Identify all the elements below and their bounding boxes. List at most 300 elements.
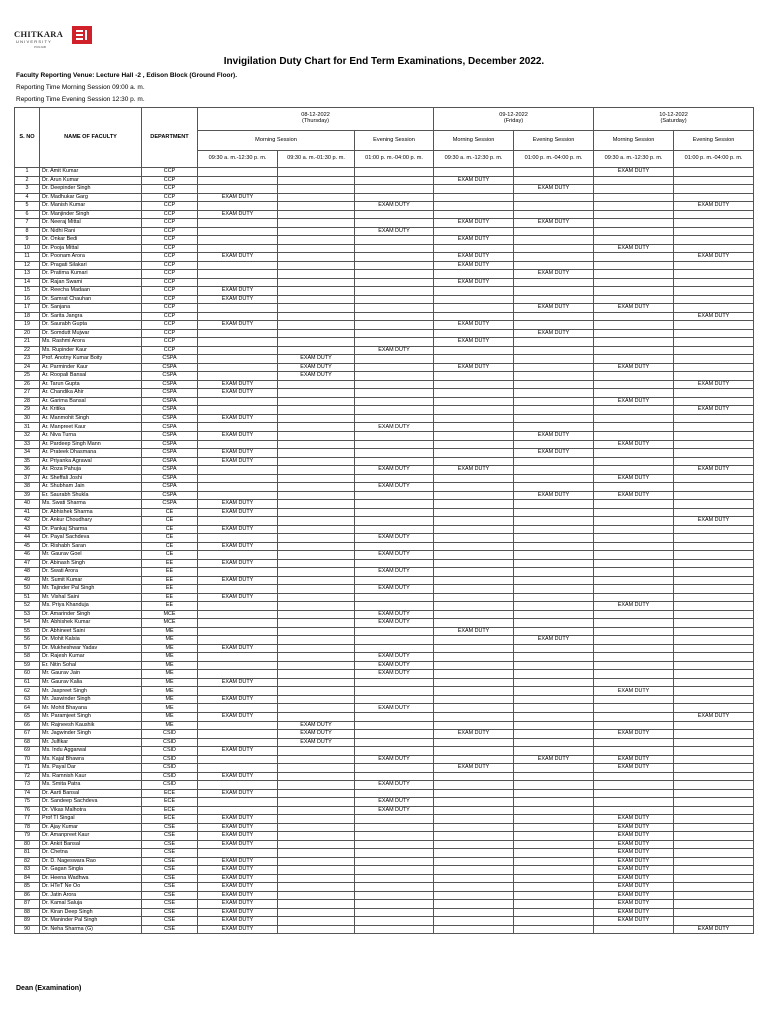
sno-cell: 45 — [15, 542, 40, 551]
duty-cell — [594, 414, 674, 423]
duty-cell — [594, 704, 674, 713]
duty-cell — [514, 874, 594, 883]
duty-cell — [355, 329, 434, 338]
table-row — [15, 619, 754, 628]
duty-cell — [355, 891, 434, 900]
duty-cell — [594, 585, 674, 594]
department-cell: ECE — [142, 815, 198, 824]
department-cell: CSPA — [142, 406, 198, 415]
duty-cell — [434, 542, 514, 551]
department-cell: CSPA — [142, 491, 198, 500]
duty-cell — [594, 747, 674, 756]
department-cell: CSPA — [142, 449, 198, 458]
department-cell: CSID — [142, 781, 198, 790]
duty-cell: EXAM DUTY — [594, 244, 674, 253]
sno-cell: 17 — [15, 304, 40, 313]
department-cell: CSE — [142, 857, 198, 866]
duty-cell — [198, 202, 278, 211]
faculty-name-cell: Mr. Abhishek Kumar — [40, 619, 142, 628]
duty-cell — [594, 798, 674, 807]
duty-cell — [198, 806, 278, 815]
duty-cell — [278, 627, 355, 636]
duty-cell — [674, 397, 754, 406]
duty-cell — [278, 423, 355, 432]
sno-cell: 1 — [15, 168, 40, 177]
duty-cell — [434, 534, 514, 543]
duty-cell: EXAM DUTY — [434, 627, 514, 636]
duty-cell: EXAM DUTY — [594, 857, 674, 866]
department-cell: ECE — [142, 789, 198, 798]
faculty-name-cell: Ar. Roza Pahuja — [40, 466, 142, 475]
duty-cell — [594, 781, 674, 790]
department-cell: CSPA — [142, 372, 198, 381]
duty-cell — [434, 227, 514, 236]
faculty-name-cell: Dr. Reecha Madaan — [40, 287, 142, 296]
sno-cell: 4 — [15, 193, 40, 202]
duty-cell — [434, 789, 514, 798]
duty-cell — [674, 185, 754, 194]
duty-cell — [434, 380, 514, 389]
table-row — [15, 414, 754, 423]
duty-cell — [594, 772, 674, 781]
duty-table — [14, 107, 754, 934]
sno-cell: 15 — [15, 287, 40, 296]
duty-cell — [514, 610, 594, 619]
duty-cell: EXAM DUTY — [434, 236, 514, 245]
table-row — [15, 517, 754, 526]
duty-cell — [198, 312, 278, 321]
duty-cell — [278, 534, 355, 543]
duty-cell: EXAM DUTY — [434, 176, 514, 185]
department-cell: CCP — [142, 236, 198, 245]
duty-cell — [434, 304, 514, 313]
table-row — [15, 176, 754, 185]
department-cell: EE — [142, 568, 198, 577]
duty-cell — [594, 457, 674, 466]
duty-cell — [674, 227, 754, 236]
duty-cell: EXAM DUTY — [434, 278, 514, 287]
duty-cell — [514, 840, 594, 849]
duty-cell — [674, 483, 754, 492]
faculty-name-cell: Mr. Mohit Bhayana — [40, 704, 142, 713]
sno-cell: 32 — [15, 431, 40, 440]
duty-cell — [594, 423, 674, 432]
duty-cell — [355, 602, 434, 611]
duty-cell — [198, 670, 278, 679]
duty-cell: EXAM DUTY — [355, 551, 434, 560]
duty-cell: EXAM DUTY — [278, 363, 355, 372]
duty-cell — [594, 619, 674, 628]
sno-cell: 69 — [15, 747, 40, 756]
duty-cell — [355, 261, 434, 270]
faculty-name-cell: Dr. Maninder Pal Singh — [40, 917, 142, 926]
duty-cell — [674, 678, 754, 687]
session-day3-morning: Morning Session — [594, 131, 674, 151]
duty-cell: EXAM DUTY — [514, 449, 594, 458]
department-cell: CSPA — [142, 457, 198, 466]
duty-cell — [674, 832, 754, 841]
department-cell: EE — [142, 593, 198, 602]
duty-cell — [198, 346, 278, 355]
faculty-name-cell: Dr. Pragati Silakari — [40, 261, 142, 270]
duty-cell: EXAM DUTY — [594, 440, 674, 449]
table-row — [15, 185, 754, 194]
duty-cell — [674, 789, 754, 798]
duty-cell — [355, 210, 434, 219]
duty-cell — [278, 815, 355, 824]
duty-cell — [278, 168, 355, 177]
duty-cell — [514, 925, 594, 934]
duty-cell: EXAM DUTY — [674, 253, 754, 262]
duty-cell: EXAM DUTY — [514, 185, 594, 194]
duty-cell — [514, 236, 594, 245]
sno-cell: 64 — [15, 704, 40, 713]
duty-cell — [278, 517, 355, 526]
department-cell: ECE — [142, 798, 198, 807]
duty-cell — [594, 372, 674, 381]
sno-cell: 34 — [15, 449, 40, 458]
sno-cell: 24 — [15, 363, 40, 372]
sno-cell: 61 — [15, 678, 40, 687]
table-row — [15, 730, 754, 739]
duty-cell: EXAM DUTY — [198, 883, 278, 892]
faculty-name-cell: Dr. Madhukar Garg — [40, 193, 142, 202]
table-row — [15, 755, 754, 764]
department-cell: CSPA — [142, 397, 198, 406]
department-cell: CSPA — [142, 483, 198, 492]
table-row — [15, 193, 754, 202]
sno-cell: 83 — [15, 866, 40, 875]
department-cell: ME — [142, 670, 198, 679]
sno-cell: 44 — [15, 534, 40, 543]
faculty-name-cell: Dr. Jatin Arora — [40, 891, 142, 900]
duty-cell — [594, 406, 674, 415]
table-row — [15, 244, 754, 253]
sno-cell: 12 — [15, 261, 40, 270]
time-col-4: 09:30 a. m.-12:30 p. m. — [434, 151, 514, 168]
duty-cell: EXAM DUTY — [594, 908, 674, 917]
duty-cell — [594, 287, 674, 296]
duty-cell: EXAM DUTY — [594, 900, 674, 909]
duty-cell: EXAM DUTY — [434, 261, 514, 270]
duty-cell: EXAM DUTY — [674, 466, 754, 475]
duty-cell — [674, 414, 754, 423]
sno-cell: 75 — [15, 798, 40, 807]
faculty-name-cell: Ar. Sheffali Joshi — [40, 474, 142, 483]
duty-cell — [434, 355, 514, 364]
duty-cell — [434, 559, 514, 568]
duty-cell — [674, 542, 754, 551]
faculty-name-cell: Ms. Rashmi Arora — [40, 338, 142, 347]
duty-cell: EXAM DUTY — [355, 610, 434, 619]
table-row — [15, 891, 754, 900]
duty-cell — [355, 908, 434, 917]
duty-cell — [278, 849, 355, 858]
duty-cell — [278, 908, 355, 917]
sno-cell: 29 — [15, 406, 40, 415]
duty-cell — [278, 704, 355, 713]
duty-cell: EXAM DUTY — [198, 389, 278, 398]
department-cell: ME — [142, 627, 198, 636]
duty-cell — [278, 747, 355, 756]
duty-cell — [198, 304, 278, 313]
duty-cell: EXAM DUTY — [594, 866, 674, 875]
table-row — [15, 278, 754, 287]
sno-cell: 66 — [15, 721, 40, 730]
duty-cell — [434, 840, 514, 849]
duty-cell: EXAM DUTY — [355, 755, 434, 764]
duty-cell — [278, 440, 355, 449]
duty-cell — [514, 568, 594, 577]
faculty-name-cell: Dr. Vikas Malhotra — [40, 806, 142, 815]
duty-cell: EXAM DUTY — [514, 755, 594, 764]
duty-cell — [514, 363, 594, 372]
duty-cell — [355, 312, 434, 321]
duty-cell — [594, 449, 674, 458]
table-row — [15, 576, 754, 585]
department-cell: CSPA — [142, 423, 198, 432]
duty-cell — [434, 610, 514, 619]
department-cell: EE — [142, 585, 198, 594]
duty-cell — [278, 414, 355, 423]
duty-cell: EXAM DUTY — [198, 576, 278, 585]
sno-cell: 27 — [15, 389, 40, 398]
table-row — [15, 534, 754, 543]
duty-cell — [514, 619, 594, 628]
department-cell: EE — [142, 602, 198, 611]
sno-cell: 57 — [15, 644, 40, 653]
duty-cell — [514, 244, 594, 253]
duty-cell: EXAM DUTY — [355, 568, 434, 577]
table-row — [15, 202, 754, 211]
duty-cell — [278, 695, 355, 704]
table-row — [15, 772, 754, 781]
sno-cell: 77 — [15, 815, 40, 824]
duty-cell — [594, 568, 674, 577]
duty-cell — [278, 406, 355, 415]
duty-cell — [514, 857, 594, 866]
duty-cell — [355, 525, 434, 534]
duty-cell — [198, 474, 278, 483]
duty-cell — [355, 193, 434, 202]
department-cell: CSID — [142, 755, 198, 764]
duty-cell: EXAM DUTY — [594, 491, 674, 500]
header-day-2: 09-12-2022 (Friday) — [434, 108, 594, 131]
logo-sub2: PUNJAB — [34, 45, 46, 49]
department-cell: CSE — [142, 883, 198, 892]
duty-cell — [198, 176, 278, 185]
duty-cell: EXAM DUTY — [198, 789, 278, 798]
duty-cell — [355, 695, 434, 704]
duty-cell — [674, 900, 754, 909]
sno-cell: 25 — [15, 372, 40, 381]
duty-cell — [514, 525, 594, 534]
duty-cell — [514, 823, 594, 832]
table-row — [15, 559, 754, 568]
duty-cell — [278, 287, 355, 296]
department-cell: CSE — [142, 925, 198, 934]
venue-info: Faculty Reporting Venue: Lecture Hall -2 , Edison Block (Ground Floor). — [16, 72, 238, 79]
duty-cell — [594, 338, 674, 347]
table-row — [15, 883, 754, 892]
duty-cell — [514, 806, 594, 815]
faculty-name-cell: Dr. Amanpreet Kaur — [40, 832, 142, 841]
duty-cell — [278, 644, 355, 653]
duty-cell — [514, 261, 594, 270]
duty-cell: EXAM DUTY — [594, 397, 674, 406]
duty-cell — [594, 508, 674, 517]
duty-cell — [198, 738, 278, 747]
sno-cell: 67 — [15, 730, 40, 739]
faculty-name-cell: Dr. Arun Kumar — [40, 176, 142, 185]
duty-cell — [514, 866, 594, 875]
faculty-name-cell: Dr. Kamal Saluja — [40, 900, 142, 909]
faculty-name-cell: Ar. Roopali Bansal — [40, 372, 142, 381]
duty-cell — [198, 849, 278, 858]
duty-cell — [434, 908, 514, 917]
duty-cell — [198, 568, 278, 577]
table-row — [15, 653, 754, 662]
duty-cell — [514, 678, 594, 687]
duty-cell — [434, 210, 514, 219]
duty-cell — [674, 840, 754, 849]
department-cell: CCP — [142, 270, 198, 279]
department-cell: CE — [142, 534, 198, 543]
duty-cell — [198, 687, 278, 696]
duty-cell — [674, 193, 754, 202]
department-cell: CSID — [142, 764, 198, 773]
faculty-name-cell: Dr. Pankaj Sharma — [40, 525, 142, 534]
session-day1-evening: Evening Session — [355, 131, 434, 151]
duty-cell — [198, 270, 278, 279]
duty-cell — [434, 389, 514, 398]
department-cell: CCP — [142, 278, 198, 287]
session-day2-evening: Evening Session — [514, 131, 594, 151]
department-cell: CSE — [142, 866, 198, 875]
duty-cell — [514, 389, 594, 398]
duty-cell — [198, 406, 278, 415]
duty-cell: EXAM DUTY — [198, 559, 278, 568]
duty-cell — [355, 406, 434, 415]
faculty-name-cell: Ms. Rupinder Kaur — [40, 346, 142, 355]
duty-cell — [594, 380, 674, 389]
sno-cell: 38 — [15, 483, 40, 492]
duty-cell — [674, 704, 754, 713]
duty-cell — [514, 764, 594, 773]
sno-cell: 42 — [15, 517, 40, 526]
table-row — [15, 670, 754, 679]
duty-cell — [355, 576, 434, 585]
duty-cell — [514, 508, 594, 517]
department-cell: CE — [142, 517, 198, 526]
table-row — [15, 832, 754, 841]
table-row — [15, 312, 754, 321]
duty-cell — [278, 227, 355, 236]
faculty-name-cell: Mr. Sumit Kumar — [40, 576, 142, 585]
header-sno: S. NO — [15, 108, 40, 168]
duty-cell — [355, 730, 434, 739]
table-row — [15, 329, 754, 338]
duty-cell — [198, 534, 278, 543]
duty-cell: EXAM DUTY — [355, 661, 434, 670]
duty-cell: EXAM DUTY — [278, 721, 355, 730]
duty-cell — [434, 781, 514, 790]
duty-cell — [434, 806, 514, 815]
duty-cell — [594, 576, 674, 585]
table-row — [15, 508, 754, 517]
duty-cell — [514, 287, 594, 296]
duty-cell: EXAM DUTY — [434, 253, 514, 262]
department-cell: CCP — [142, 168, 198, 177]
duty-cell — [674, 781, 754, 790]
duty-cell — [674, 295, 754, 304]
duty-cell — [674, 372, 754, 381]
duty-cell — [434, 491, 514, 500]
time-col-2: 09:30 a. m.-01:30 p. m. — [278, 151, 355, 168]
duty-cell — [594, 278, 674, 287]
table-row — [15, 866, 754, 875]
sno-cell: 14 — [15, 278, 40, 287]
duty-cell — [355, 389, 434, 398]
sno-cell: 33 — [15, 440, 40, 449]
header-department: DEPARTMENT — [142, 108, 198, 168]
table-row — [15, 295, 754, 304]
department-cell: CSPA — [142, 500, 198, 509]
duty-cell: EXAM DUTY — [594, 730, 674, 739]
faculty-name-cell: Mr. Jaswinder Singh — [40, 695, 142, 704]
department-cell: CSE — [142, 840, 198, 849]
duty-cell — [434, 270, 514, 279]
duty-cell — [594, 295, 674, 304]
duty-cell — [674, 738, 754, 747]
duty-cell — [355, 372, 434, 381]
duty-cell — [514, 559, 594, 568]
duty-cell: EXAM DUTY — [198, 508, 278, 517]
department-cell: CCP — [142, 193, 198, 202]
duty-cell — [674, 363, 754, 372]
faculty-name-cell: Dr. Neeraj Mittal — [40, 219, 142, 228]
duty-cell — [434, 414, 514, 423]
duty-cell — [674, 261, 754, 270]
duty-cell — [674, 287, 754, 296]
faculty-name-cell: Mr. Gaurav Goel — [40, 551, 142, 560]
duty-cell — [355, 278, 434, 287]
table-row — [15, 840, 754, 849]
faculty-name-cell: Dr. Sanjana — [40, 304, 142, 313]
duty-cell: EXAM DUTY — [198, 840, 278, 849]
duty-cell — [355, 900, 434, 909]
duty-cell — [674, 670, 754, 679]
faculty-name-cell: Ar. Chandika Ahir — [40, 389, 142, 398]
duty-cell — [198, 610, 278, 619]
duty-cell — [198, 798, 278, 807]
duty-cell — [278, 236, 355, 245]
duty-cell: EXAM DUTY — [434, 219, 514, 228]
duty-cell — [514, 815, 594, 824]
duty-cell — [514, 687, 594, 696]
duty-cell: EXAM DUTY — [514, 636, 594, 645]
logo-sub: UNIVERSITY — [16, 39, 53, 44]
faculty-name-cell: Dr. Nidhi Rani — [40, 227, 142, 236]
duty-cell — [514, 576, 594, 585]
table-row — [15, 525, 754, 534]
duty-cell — [674, 747, 754, 756]
duty-cell — [594, 261, 674, 270]
duty-cell — [278, 636, 355, 645]
sno-cell: 7 — [15, 219, 40, 228]
duty-cell — [198, 244, 278, 253]
duty-cell — [434, 721, 514, 730]
